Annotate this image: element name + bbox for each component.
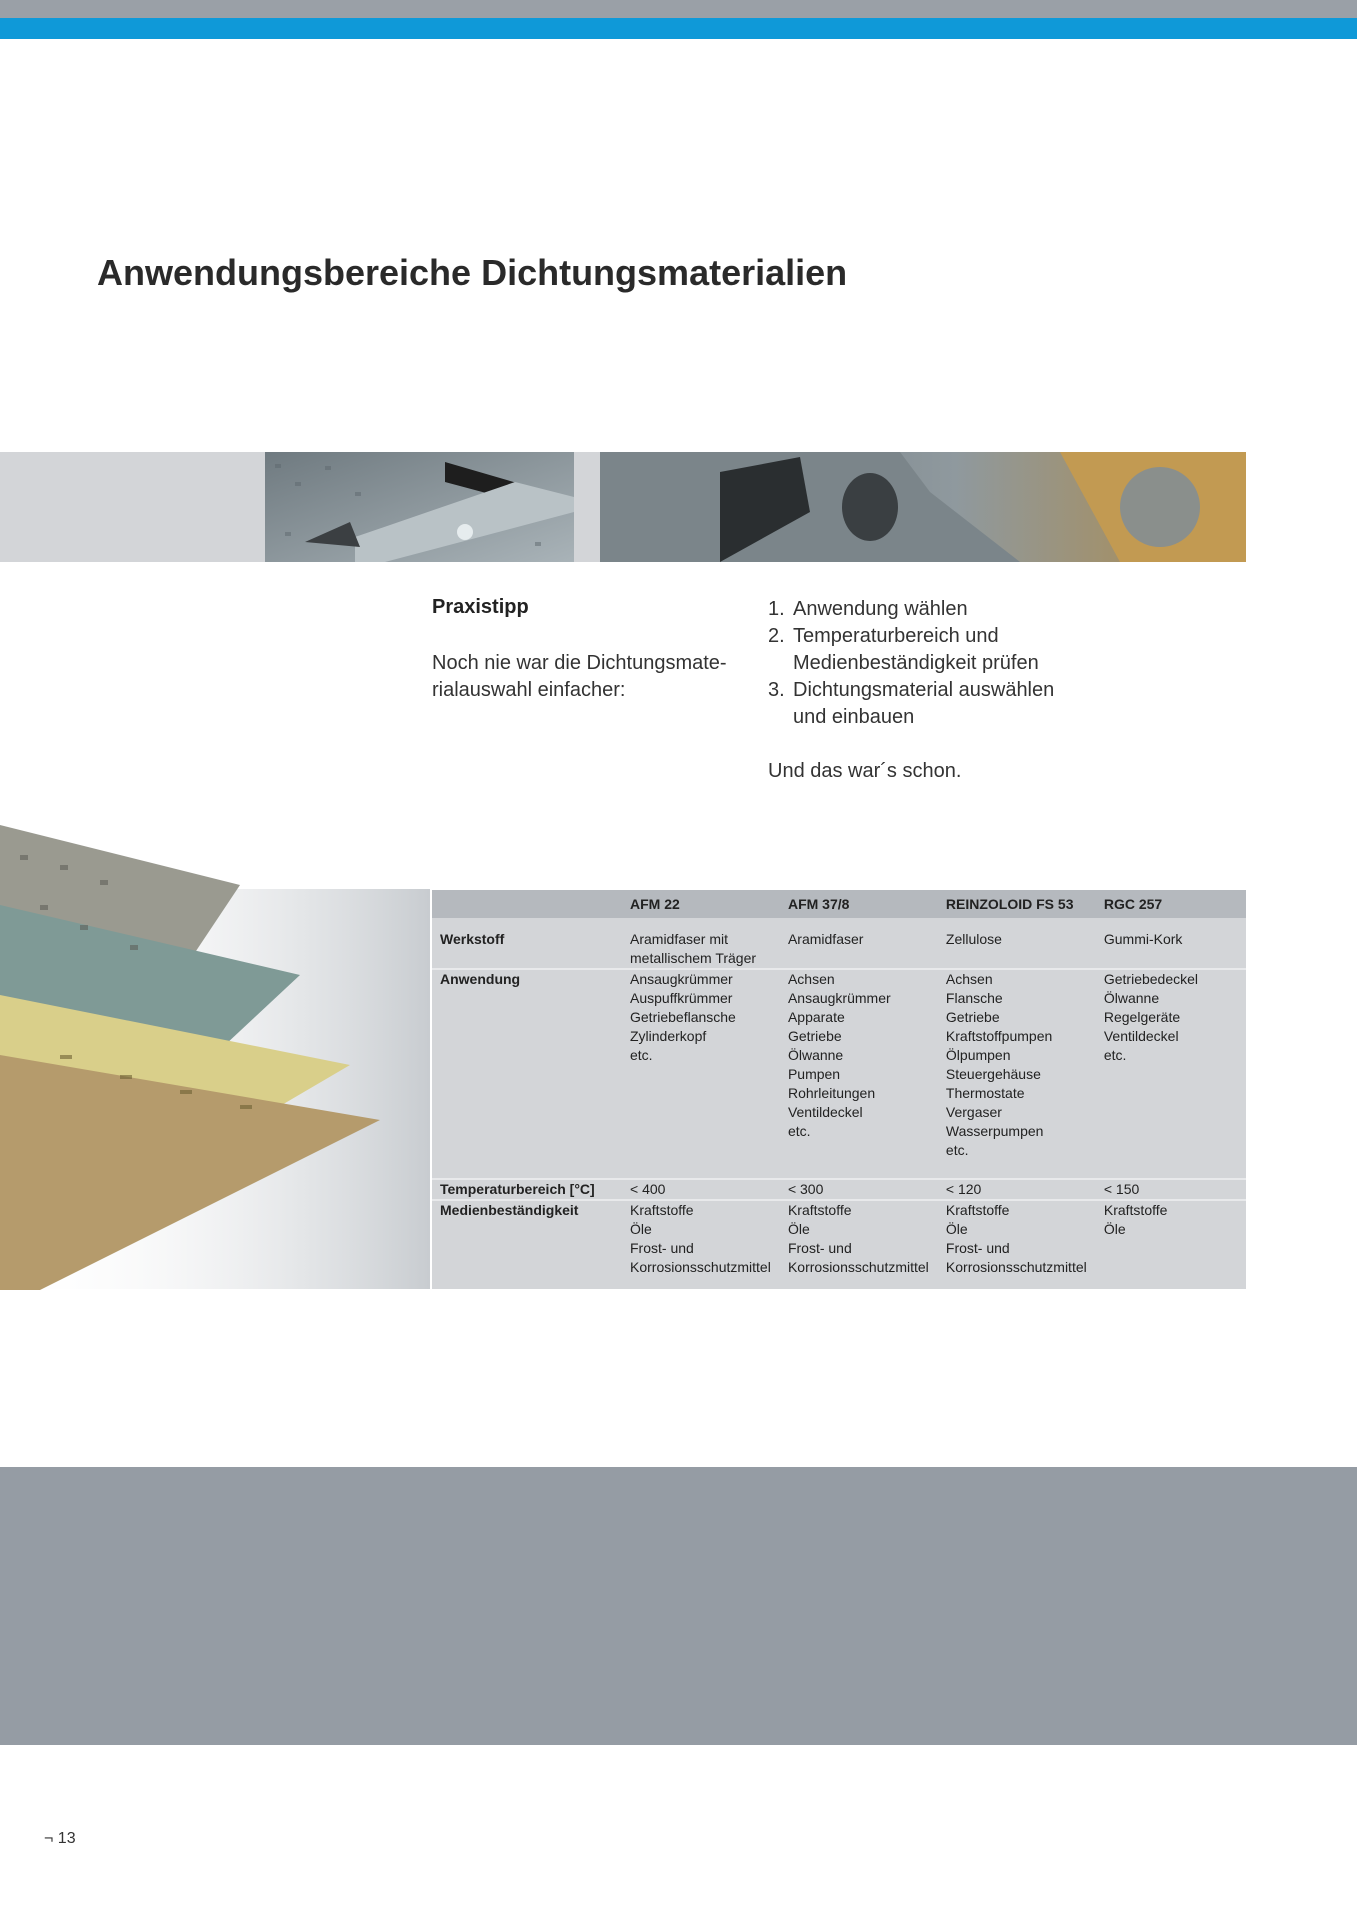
step-item — [768, 596, 1063, 623]
tip-closing: Und das war´s schon. — [768, 760, 962, 782]
step-text: Anwendung wählen — [793, 598, 968, 620]
row-label: Werkstoff — [440, 931, 505, 947]
table-header-empty — [432, 890, 622, 918]
table-cell: < 120 — [938, 1179, 1096, 1200]
column-header: AFM 22 — [622, 890, 780, 918]
table-cell: Getriebedeckel Ölwanne Regelgeräte Ventildeckel etc. — [1096, 969, 1246, 1160]
table-row-temperatur — [432, 1179, 1246, 1200]
table-cell: Achsen Ansaugkrümmer Apparate Getriebe Ölwanne Pumpen Rohrleitungen Ventildeckel etc. — [780, 969, 938, 1160]
tip-heading: Praxistipp — [432, 596, 529, 618]
table-cell: Aramidfaser — [787, 931, 864, 947]
table-cell: < 400 — [622, 1179, 780, 1200]
materials-table — [432, 890, 1246, 1289]
top-blue-bar — [0, 18, 1357, 39]
steps-list — [768, 596, 1063, 731]
table-cell: Achsen Flansche Getriebe Kraftstoffpumpen Ölpumpen Steuergehäuse Thermostate Vergaser Wasserpumpen etc. — [938, 969, 1096, 1160]
row-label: Medienbeständigkeit — [432, 1200, 622, 1277]
step-number: 2. — [768, 625, 785, 647]
table-cell: Kraftstoffe Öle Frost- und Korrosionsschutzmittel — [622, 1200, 780, 1277]
photo-cutting-tools — [265, 452, 574, 562]
table-cell: Kraftstoffe Öle Frost- und Korrosionsschutzmittel — [938, 1200, 1096, 1277]
table-row-anwendung — [432, 969, 1246, 1160]
step-item — [768, 677, 1063, 731]
page-title: Anwendungsbereiche Dichtungsmaterialien — [97, 252, 848, 293]
table-cell: Ansaugkrümmer Auspuffkrümmer Getriebeflansche Zylinderkopf etc. — [622, 969, 780, 1160]
step-text: Dichtungsmaterial auswählen und einbauen — [793, 679, 1055, 728]
row-label: Temperaturbereich [°C] — [432, 1179, 622, 1200]
gasket-sheets-photo — [0, 825, 430, 1290]
step-text: Temperaturbereich und Medienbeständigkeit prüfen — [793, 625, 1039, 674]
photo-gasket-closeup — [600, 452, 1246, 562]
table-cell: < 150 — [1096, 1179, 1246, 1200]
row-label: Anwendung — [432, 969, 622, 1160]
column-header: REINZOLOID FS 53 — [938, 890, 1096, 918]
table-row-werkstoff — [432, 930, 1246, 969]
step-item — [768, 623, 1063, 677]
footer-band — [0, 1467, 1357, 1745]
table-cell: Zellulose — [945, 931, 1002, 947]
table-cell: Gummi-Kork — [1103, 931, 1183, 947]
tip-text: Noch nie war die Dichtungsmate-rialauswahl einfacher: — [432, 652, 727, 701]
table-row-medien — [432, 1200, 1246, 1277]
column-header: RGC 257 — [1096, 890, 1246, 918]
table-cell: Kraftstoffe Öle Frost- und Korrosionsschutzmittel — [780, 1200, 938, 1277]
table-cell: Kraftstoffe Öle — [1096, 1200, 1246, 1277]
table-header-row — [432, 890, 1246, 918]
step-number: 1. — [768, 598, 785, 620]
page-number: ¬ 13 — [44, 1830, 76, 1847]
table-cell: Aramidfaser mit metallischem Träger — [630, 931, 757, 966]
top-grey-bar — [0, 0, 1357, 18]
table-cell: < 300 — [780, 1179, 938, 1200]
step-number: 3. — [768, 679, 785, 701]
column-header: AFM 37/8 — [780, 890, 938, 918]
